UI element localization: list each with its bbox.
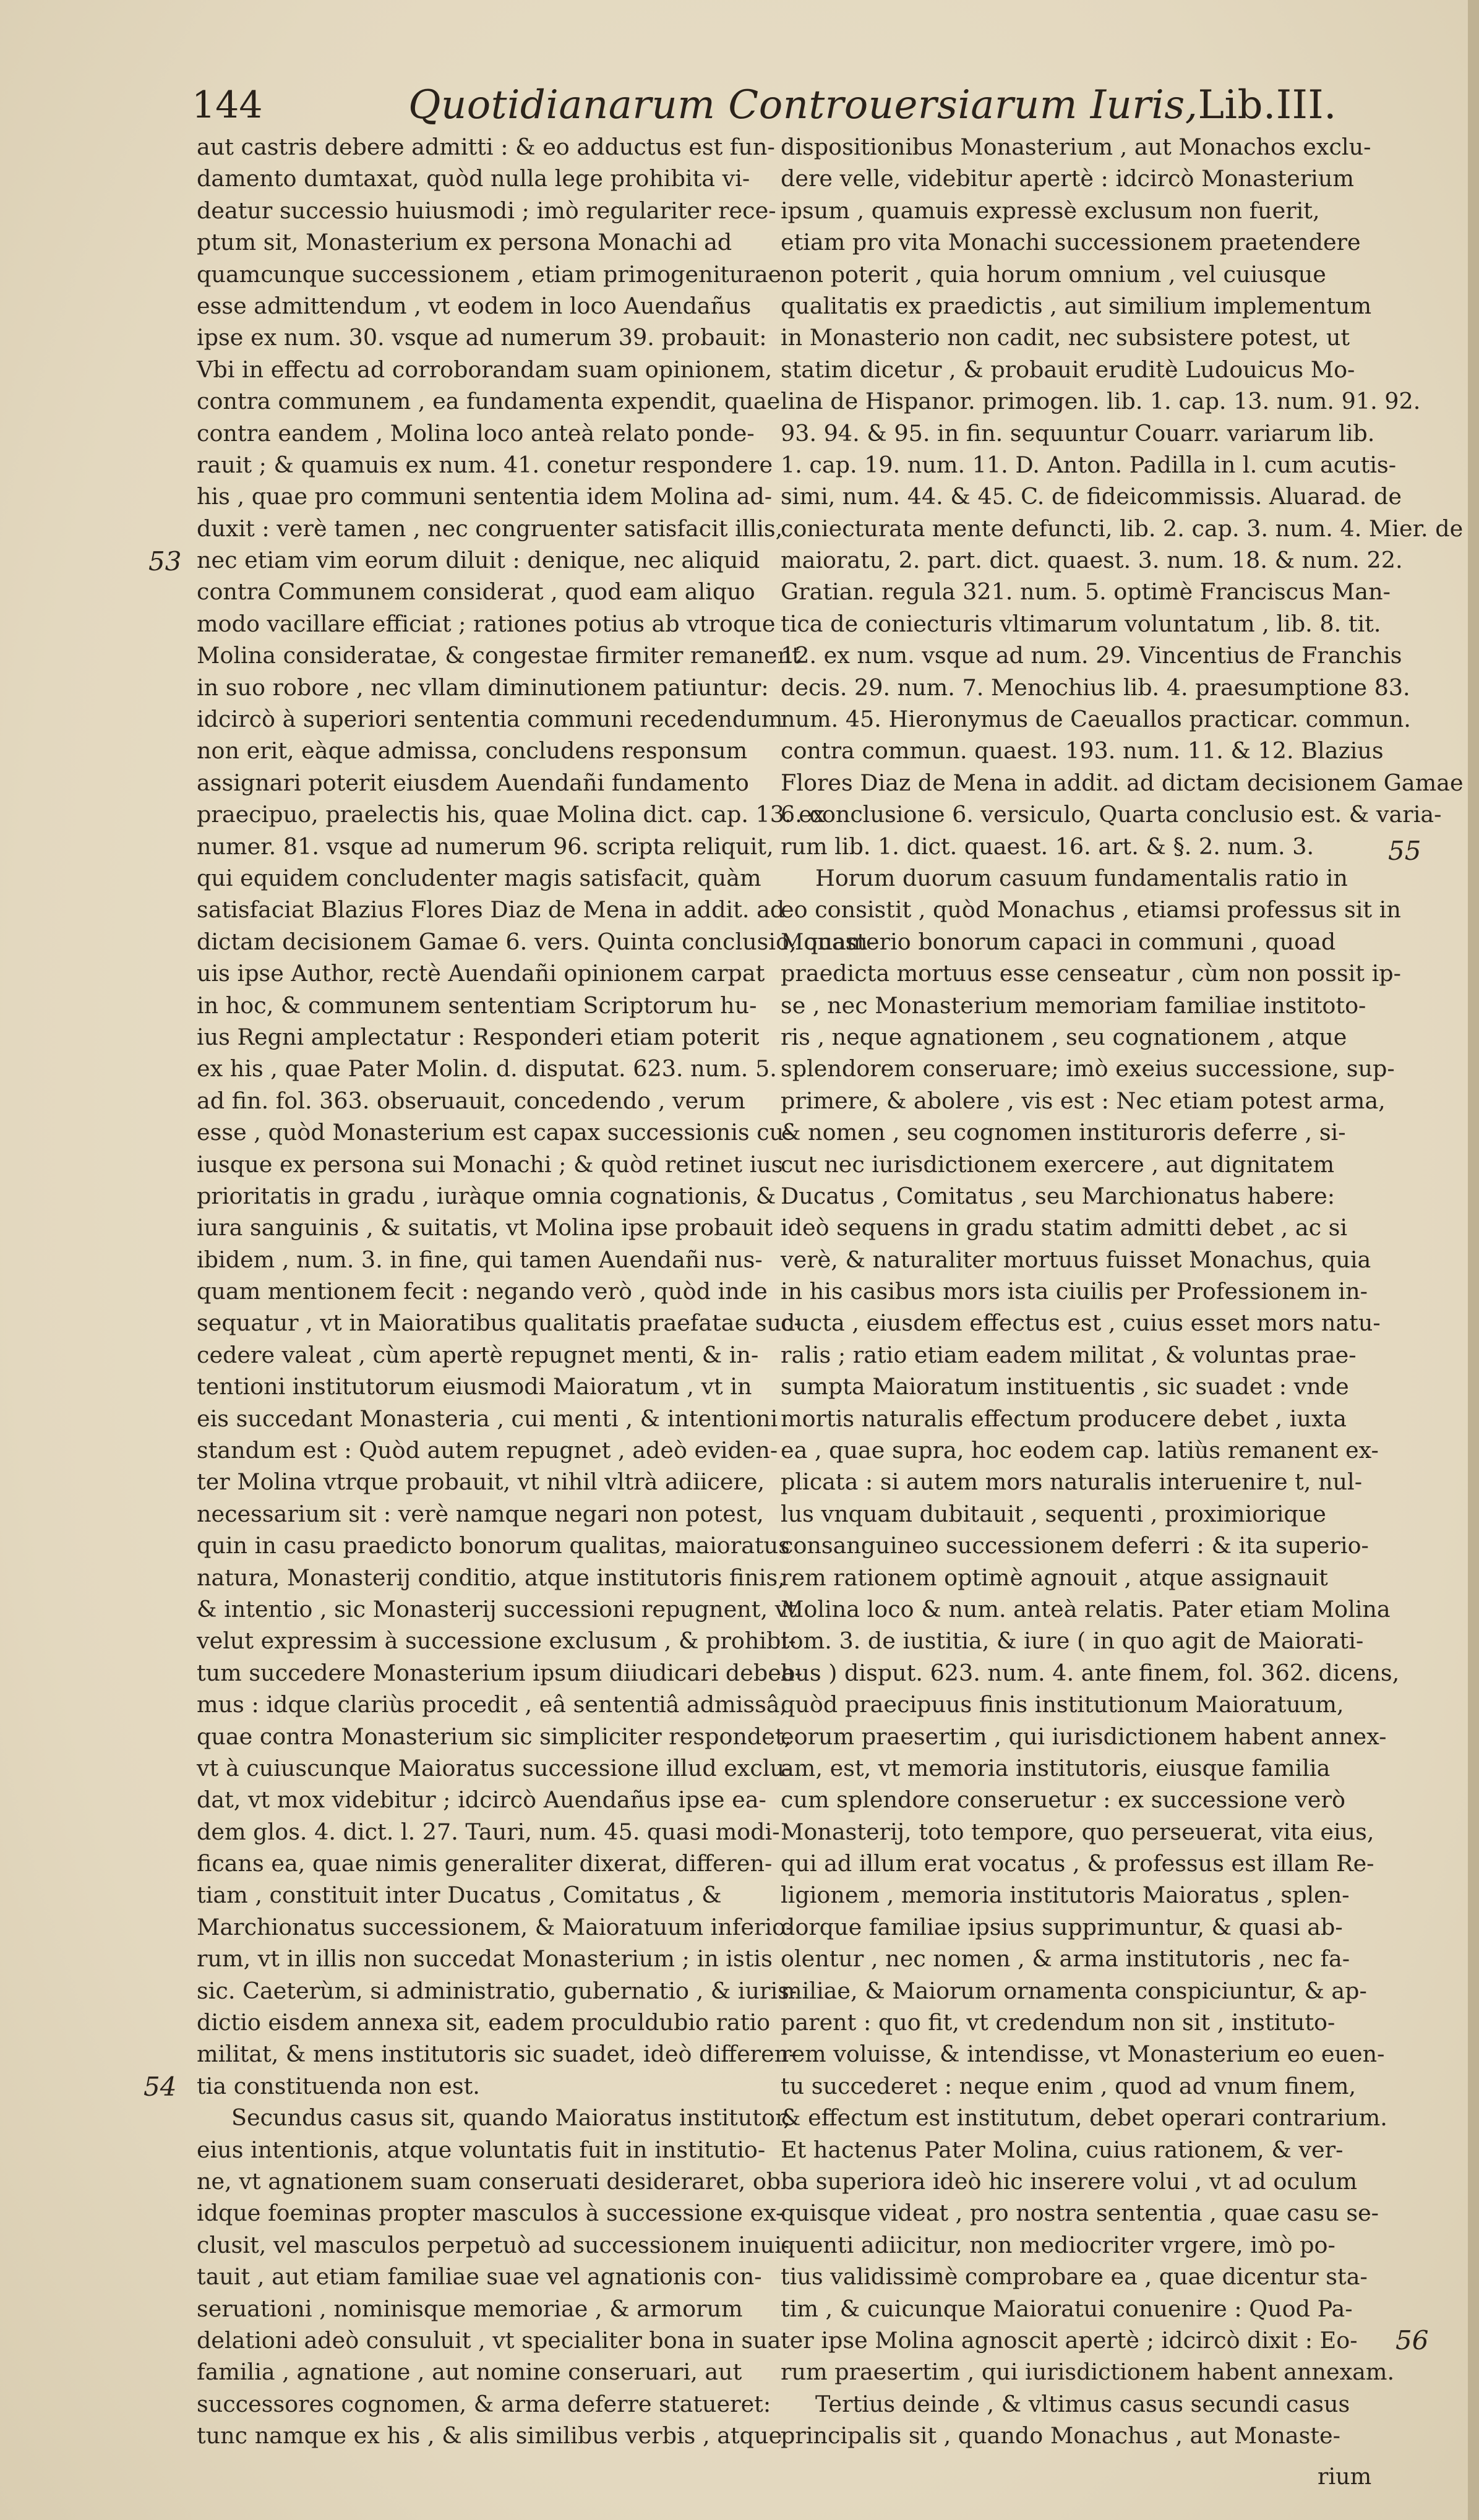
text-line: rem voluisse, & intendisse, vt Monasterium eo euen- [781, 2041, 1385, 2068]
text-line: dictio eisdem annexa sit, eadem proculdubio ratio [197, 2009, 771, 2036]
text-line: verè, & naturaliter mortuus fuisset Monachus, quia [781, 1246, 1371, 1273]
text-line: Monasterio bonorum capaci in communi , quoad [781, 928, 1336, 955]
text-line: sic. Caeterùm, si administratio, gubernatio , & iuris- [197, 1977, 797, 2004]
text-line: Tertius deinde , & vltimus casus secundi casus [815, 2390, 1350, 2417]
text-line: consanguineo successionem deferri : & ita superio- [781, 1532, 1369, 1559]
text-line: 93. 94. & 95. in fin. sequuntur Couarr. variarum lib. [781, 419, 1375, 447]
text-line: quin in casu praedicto bonorum qualitas, maioratus [197, 1532, 790, 1559]
text-line: ipse ex num. 30. vsque ad numerum 39. probauit: [197, 324, 767, 351]
text-line: qui equidem concludenter magis satisfacit, quàm [197, 864, 761, 891]
text-line: tiam , constituit inter Ducatus , Comitatus , & [197, 1882, 722, 1909]
text-line: quamcunque successionem , etiam primogeniturae [197, 260, 782, 288]
text-line: se , nec Monasterium memoriam familiae institoto- [781, 992, 1366, 1019]
text-line: Flores Diaz de Mena in addit. ad dictam decisionem Gamae [781, 769, 1464, 796]
text-line: rum, vt in illis non succedat Monasterium ; in istis [197, 1945, 773, 1973]
text-line: non poterit , quia horum omnium , vel cuiusque [781, 260, 1326, 288]
text-line: rem rationem optimè agnouit , atque assignauit [781, 1564, 1328, 1591]
text-line: mus : idque clariùs procedit , eâ sententiâ admissâ, [197, 1691, 787, 1718]
text-line: Ducatus , Comitatus , seu Marchionatus habere: [781, 1182, 1335, 1209]
text-line: dispositionibus Monasterium , aut Monachos exclu- [781, 134, 1371, 160]
text-line: parent : quo fit, vt credendum non sit , instituto- [781, 2009, 1335, 2036]
text-line: natura, Monasterij conditio, atque institutoris finis, [197, 1564, 785, 1591]
text-line: non erit, eàque admissa, concludens responsum [197, 737, 748, 765]
text-line: tum succedere Monasterium ipsum diiudicari debea- [197, 1659, 802, 1686]
text-line: statim dicetur , & probauit eruditè Ludouicus Mo- [781, 356, 1355, 383]
running-title: Quotidianarum Controuersiarum Iuris,Lib.III. [408, 82, 1337, 128]
margin-number: 56 [1395, 2325, 1429, 2355]
text-line: tica de coniecturis vltimarum voluntatum , lib. 8. tit. [781, 610, 1381, 637]
text-line: in suo robore , nec vllam diminutionem patiuntur: [197, 674, 769, 701]
text-line: ficans ea, quae nimis generaliter dixerat, differen- [197, 1850, 773, 1877]
text-line: damento dumtaxat, quòd nulla lege prohibita vi- [197, 165, 750, 192]
text-line: coniecturata mente defuncti, lib. 2. cap. 3. num. 4. Mier. de [781, 515, 1464, 542]
text-line: qui ad illum erat vocatus , & professus est illam Re- [781, 1850, 1374, 1877]
text-line: quòd praecipuus finis institutionum Maioratuum, [781, 1691, 1344, 1718]
text-line: quenti adiicitur, non mediocriter vrgere, imò po- [781, 2231, 1335, 2258]
text-line: lina de Hispanor. primogen. lib. 1. cap. 13. num. 91. 92. [781, 388, 1421, 415]
text-line: aut castris debere admitti : & eo adductus est fun- [197, 134, 775, 160]
text-line: ideò sequens in gradu statim admitti debet , ac si [781, 1214, 1348, 1241]
text-line: tauit , aut etiam familiae suae vel agnationis con- [197, 2263, 762, 2291]
text-line: modo vacillare efficiat ; rationes potius ab vtroque [197, 610, 776, 637]
text-line: tia constituenda non est. [197, 2072, 480, 2099]
text-line: iusque ex persona sui Monachi ; & quòd retinet ius [197, 1151, 783, 1178]
text-line: Horum duorum casuum fundamentalis ratio in [815, 864, 1348, 891]
text-line: esse admittendum , vt eodem in loco Auendañus [197, 292, 752, 319]
text-line: clusit, vel masculos perpetuò ad successionem inui- [197, 2231, 790, 2258]
text-line: contra Communem considerat , quod eam aliquo [197, 578, 755, 606]
text-line: ius Regni amplectatur : Responderi etiam poterit [197, 1023, 760, 1050]
text-line: ter ipse Molina agnoscit apertè ; idcircò dixit : Eo- [781, 2326, 1358, 2354]
page-edge [1468, 0, 1479, 2520]
text-line: contra eandem , Molina loco anteà relato ponde- [197, 419, 755, 447]
text-line: esse , quòd Monasterium est capax successionis cu- [197, 1119, 792, 1146]
text-line: num. 45. Hieronymus de Caeuallos practicar. commun. [781, 706, 1411, 733]
text-line: rum praesertim , qui iurisdictionem habent annexam. [781, 2359, 1395, 2386]
text-line: maioratu, 2. part. dict. quaest. 3. num. 18. & num. 22. [781, 547, 1403, 574]
text-line: seruationi , nominisque memoriae , & armorum [197, 2295, 743, 2322]
text-line: eorum praesertim , qui iurisdictionem habent annex- [781, 1723, 1387, 1750]
text-line: duxit : verè tamen , nec congruenter satisfacit illis, [197, 515, 783, 542]
text-line: 1. cap. 19. num. 11. D. Anton. Padilla in l. cum acutis- [781, 451, 1397, 478]
text-line: Vbi in effectu ad corroborandam suam opinionem, [197, 356, 773, 383]
text-line: tu succederet : neque enim , quod ad vnum finem, [781, 2072, 1357, 2099]
text-line: familia , agnatione , aut nomine conseruari, aut [197, 2359, 742, 2386]
text-line: am, est, vt memoria institutoris, eiusque familia [781, 1754, 1331, 1781]
text-line: splendorem conseruare; imò exeius successione, sup- [781, 1055, 1395, 1082]
text-line: ralis ; ratio etiam eadem militat , & voluntas prae- [781, 1341, 1357, 1368]
text-line: tunc namque ex his , & alis similibus verbis , atque [197, 2422, 782, 2449]
text-line: Et hactenus Pater Molina, cuius rationem, & ver- [781, 2136, 1344, 2163]
text-line: eo consistit , quòd Monachus , etiamsi professus sit in [781, 896, 1401, 924]
text-line: necessarium sit : verè namque negari non potest, [197, 1500, 764, 1527]
text-line: deatur successio huiusmodi ; imò regulariter rece- [197, 197, 776, 224]
text-line: cum splendore conseruetur : ex successione verò [781, 1786, 1345, 1814]
text-line: dere velle, videbitur apertè : idcircò Monasterium [781, 165, 1354, 192]
text-line: qualitatis ex praedictis , aut similium implementum [781, 292, 1372, 319]
text-line: 12. ex num. vsque ad num. 29. Vincentius de Franchis [781, 642, 1402, 669]
text-line: ducta , eiusdem effectus est , cuius esset mors natu- [781, 1309, 1381, 1337]
text-line: rum lib. 1. dict. quaest. 16. art. & §. 2. num. 3. [781, 833, 1314, 860]
text-line: 6. conclusione 6. versiculo, Quarta conclusio est. & varia- [781, 801, 1442, 828]
text-line: militat, & mens institutoris sic suadet, ideò differen- [197, 2041, 797, 2068]
text-line: Secundus casus sit, quando Maioratus institutor, [231, 2104, 791, 2132]
text-line: numer. 81. vsque ad numerum 96. scripta reliquit, [197, 833, 774, 860]
text-line: ba superiora ideò hic inserere volui , vt ad oculum [781, 2168, 1358, 2195]
text-line: cut nec iurisdictionem exercere , aut dignitatem [781, 1151, 1335, 1178]
text-line: vt à cuiuscunque Maioratus successione illud exclu- [197, 1754, 792, 1781]
text-line: in Monasterio non cadit, nec subsistere potest, ut [781, 324, 1350, 351]
text-line: ipsum , quamuis expressè exclusum non fuerit, [781, 197, 1320, 224]
text-line: tim , & cuicunque Maioratui conuenire : Quod Pa- [781, 2295, 1353, 2322]
catchword: rium [1318, 2463, 1372, 2490]
text-line: dorque familiae ipsius supprimuntur, & quasi ab- [781, 1913, 1343, 1940]
text-line: prioritatis in gradu , iuràque omnia cognationis, & [197, 1182, 776, 1209]
text-line: dictam decisionem Gamae 6. vers. Quinta conclusio, quam- [197, 928, 875, 955]
margin-number: 53 [148, 546, 182, 576]
text-line: sumpta Maioratum instituentis , sic suadet : vnde [781, 1373, 1349, 1400]
text-line: quisque videat , pro nostra sententia , quae casu se- [781, 2200, 1379, 2227]
text-line: nec etiam vim eorum diluit : denique, nec aliquid [197, 547, 760, 574]
text-line: standum est : Quòd autem repugnet , adeò eviden- [197, 1437, 778, 1464]
text-line: principalis sit , quando Monachus , aut Monaste- [781, 2422, 1340, 2449]
text-line: Molina loco & num. anteà relatis. Pater etiam Molina [781, 1595, 1391, 1622]
text-line: ne, vt agnationem suam conseruati desideraret, ob [197, 2168, 781, 2195]
book-number: Lib.III. [1198, 82, 1337, 128]
text-line: idque foeminas propter masculos à successione ex- [197, 2200, 784, 2227]
text-line: simi, num. 44. & 45. C. de fideicommissis. Aluarad. de [781, 483, 1402, 510]
text-line: sequatur , vt in Maioratibus qualitatis praefatae suc- [197, 1309, 802, 1337]
text-line: eius intentionis, atque voluntatis fuit in institutio- [197, 2136, 766, 2163]
text-line: velut expressim à successione exclusum , & prohibi- [197, 1627, 796, 1655]
text-line: praecipuo, praelectis his, quae Molina dict. cap. 13. ex [197, 801, 825, 828]
page-number: 144 [192, 84, 263, 127]
text-line: ad fin. fol. 363. obseruauit, concedendo , verum [197, 1087, 745, 1114]
text-line: ter Molina vtrque probauit, vt nihil vltrà adiicere, [197, 1468, 765, 1496]
text-line: Marchionatus successionem, & Maioratuum inferio- [197, 1913, 794, 1940]
text-line: tentioni institutorum eiusmodi Maioratum , vt in [197, 1373, 752, 1400]
text-line: mortis naturalis effectum producere debet , iuxta [781, 1405, 1347, 1432]
text-line: tius validissimè comprobare ea , quae dicentur sta- [781, 2263, 1368, 2291]
text-line: decis. 29. num. 7. Menochius lib. 4. praesumptione 83. [781, 674, 1410, 701]
text-line: primere, & abolere , vis est : Nec etiam potest arma, [781, 1087, 1386, 1114]
text-line: contra commun. quaest. 193. num. 11. & 12. Blazius [781, 737, 1384, 765]
margin-number: 54 [144, 2072, 177, 2102]
text-line: in his casibus mors ista ciuilis per Professionem in- [781, 1278, 1368, 1305]
text-line: ea , quae supra, hoc eodem cap. latiùs remanent ex- [781, 1437, 1379, 1464]
margin-number: 55 [1388, 836, 1421, 866]
text-line: Molina consideratae, & congestae firmiter remanent [197, 642, 801, 669]
text-line: quam mentionem fecit : negando verò , quòd inde [197, 1278, 768, 1305]
text-line: etiam pro vita Monachi successionem praetendere [781, 229, 1361, 256]
text-line: & nomen , seu cognomen instituroris deferre , si- [781, 1119, 1346, 1146]
text-line: satisfaciat Blazius Flores Diaz de Mena in addit. ad [197, 896, 785, 924]
text-line: ex his , quae Pater Molin. d. disputat. 623. num. 5. [197, 1055, 777, 1082]
text-line: rauit ; & quamuis ex num. 41. conetur respondere [197, 451, 773, 478]
text-line: cedere valeat , cùm apertè repugnet menti, & in- [197, 1341, 759, 1368]
text-line: idcircò à superiori sententia communi recedendum [197, 706, 783, 733]
running-header [192, 80, 1373, 130]
left-column [197, 131, 875, 2452]
text-line: assignari poterit eiusdem Auendañi fundamento [197, 769, 749, 796]
text-line: Monasterij, toto tempore, quo perseuerat, vita eius, [781, 1818, 1374, 1845]
text-line: & intentio , sic Monasterij successioni repugnent, vt [197, 1595, 797, 1622]
text-line: contra communem , ea fundamenta expendit, quae [197, 388, 781, 415]
text-line: olentur , nec nomen , & arma institutoris , nec fa- [781, 1945, 1350, 1973]
text-line: bus ) disput. 623. num. 4. ante finem, fol. 362. dicens, [781, 1659, 1400, 1686]
text-line: dat, vt mox videbitur ; idcircò Auendañus ipse ea- [197, 1786, 766, 1814]
text-line: ligionem , memoria institutoris Maioratus , splen- [781, 1882, 1350, 1909]
text-line: plicata : si autem mors naturalis interuenire t, nul- [781, 1468, 1363, 1496]
text-line: ris , neque agnationem , seu cognationem , atque [781, 1023, 1347, 1050]
text-line: his , quae pro communi sententia idem Molina ad- [197, 483, 773, 510]
text-line: ptum sit, Monasterium ex persona Monachi ad [197, 229, 732, 256]
text-line: iura sanguinis , & suitatis, vt Molina ipse probauit [197, 1214, 773, 1241]
text-line: successores cognomen, & arma deferre statueret: [197, 2390, 771, 2417]
text-line: tom. 3. de iustitia, & iure ( in quo agit de Maiorati- [781, 1627, 1364, 1655]
text-line: uis ipse Author, rectè Auendañi opinionem carpat [197, 960, 765, 987]
text-line: lus vnquam dubitauit , sequenti , proximiorique [781, 1500, 1326, 1527]
text-line: eis succedant Monasteria , cui menti , & intentioni [197, 1405, 778, 1432]
text-line: quae contra Monasterium sic simpliciter respondet, [197, 1723, 792, 1750]
text-line: dem glos. 4. dict. l. 27. Tauri, num. 45. quasi modi- [197, 1818, 780, 1845]
text-line: delationi adeò consuluit , vt specialiter bona in sua [197, 2326, 781, 2354]
text-line: in hoc, & communem sententiam Scriptorum hu- [197, 992, 757, 1019]
text-line: ibidem , num. 3. in fine, qui tamen Auendañi nus- [197, 1246, 763, 1273]
text-line: Gratian. regula 321. num. 5. optimè Franciscus Man- [781, 578, 1391, 606]
text-line: miliae, & Maiorum ornamenta conspiciuntur, & ap- [781, 1977, 1367, 2004]
text-line: & effectum est institutum, debet operari contrarium. [781, 2104, 1387, 2132]
text-line: praedicta mortuus esse censeatur , cùm non possit ip- [781, 960, 1401, 987]
